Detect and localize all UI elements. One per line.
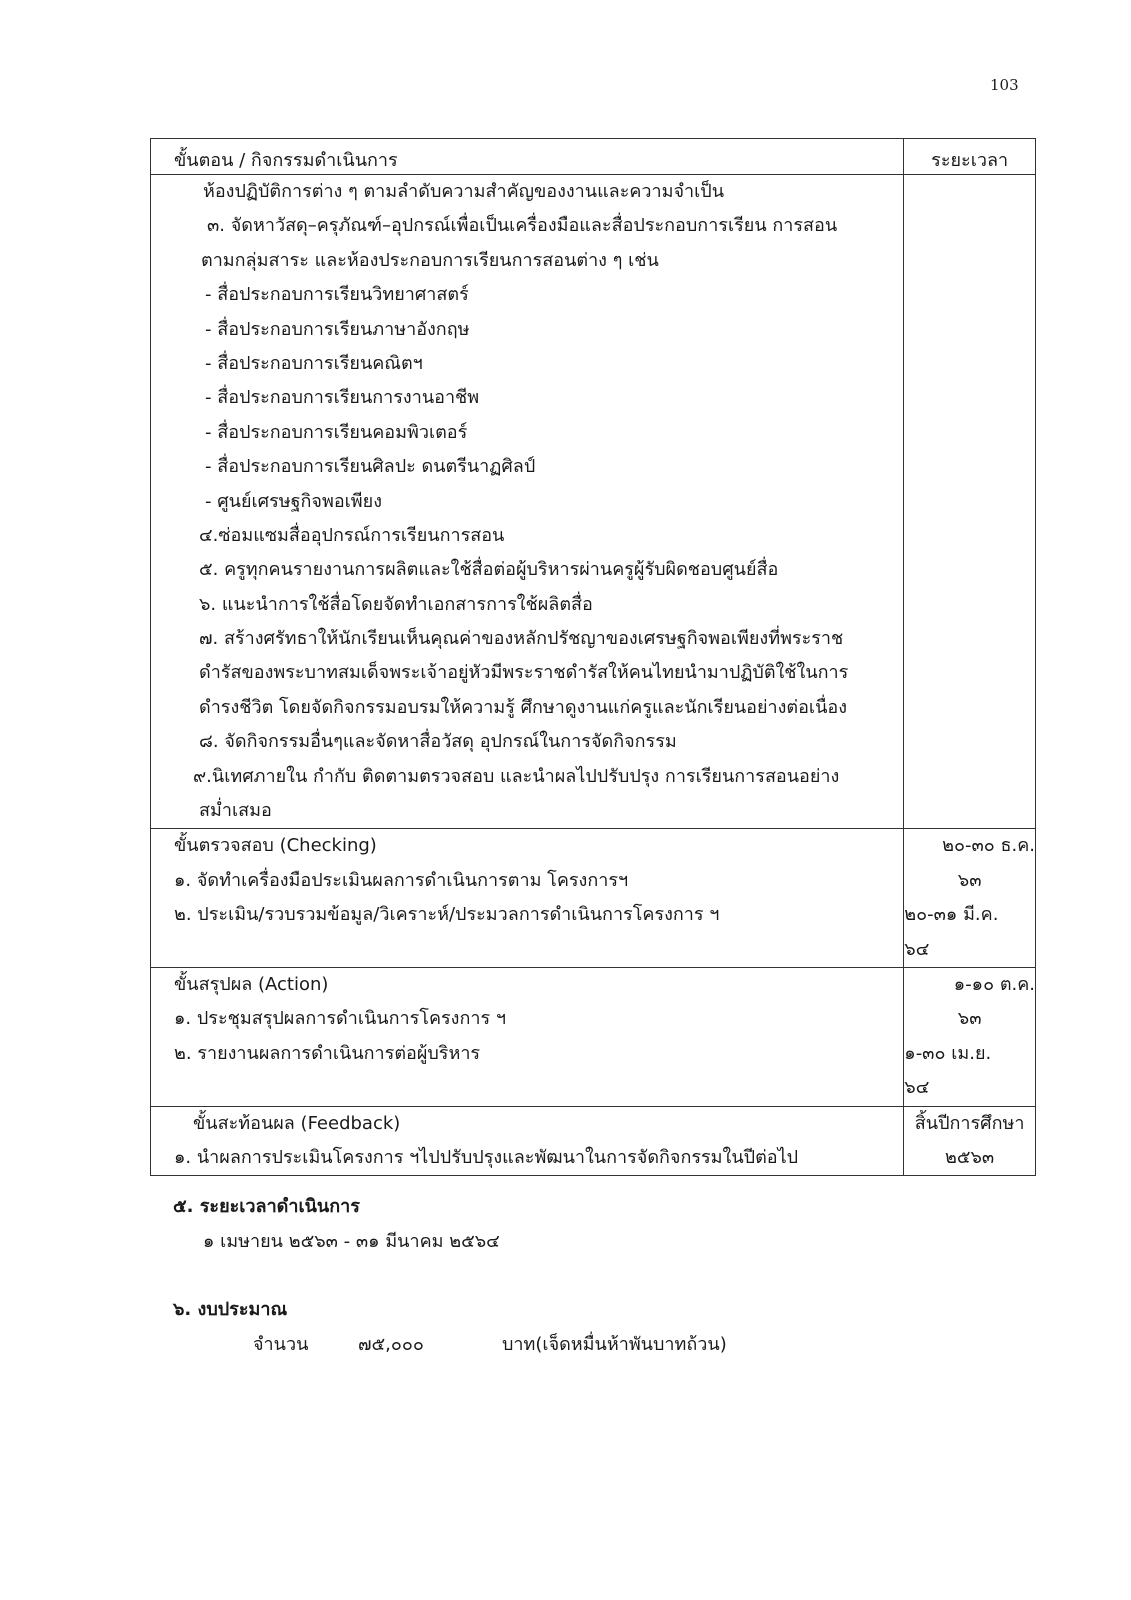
- doing-line: - สื่อประกอบการเรียนภาษาอังกฤษ: [205, 318, 470, 340]
- action-row: [151, 967, 1036, 1106]
- budget-label: จำนวน: [253, 1334, 309, 1355]
- action-item: ๒. รายงานผลการดำเนินการต่อผู้บริหาร: [174, 1042, 481, 1064]
- checking-item: ๑. จัดทำเครื่องมือประเมินผลการดำเนินการตาม โครงการฯ: [174, 869, 629, 891]
- doing-line: ๘. จัดกิจกรรมอื่นๆและจัดหาสื่อวัสดุ อุปกรณ์ในการจัดกิจกรรม: [199, 731, 677, 753]
- header-activity: ขั้นตอน / กิจกรรมดำเนินการ: [151, 139, 904, 175]
- period-line: ๖๔: [904, 1077, 930, 1099]
- feedback-period: [904, 1106, 1036, 1176]
- doing-line: ดำรัสของพระบาทสมเด็จพระเจ้าอยู่หัวมีพระราชดำรัสให้คนไทยนำมาปฏิบัติใช้ในการ: [199, 662, 849, 684]
- doing-line: - สื่อประกอบการเรียนการงานอาชีพ: [205, 387, 480, 409]
- doing-line: - สื่อประกอบการเรียนคณิตฯ: [205, 352, 423, 374]
- doing-line: ๗. สร้างศรัทธาให้นักเรียนเห็นคุณค่าของหลักปรัชญาของเศรษฐกิจพอเพียงที่พระราช: [199, 628, 844, 650]
- doing-line: - สื่อประกอบการเรียนศิลปะ ดนตรีนาฏศิลป์: [205, 456, 536, 478]
- checking-activities: [151, 829, 904, 968]
- doing-line: ๖. แนะนำการใช้สื่อโดยจัดทำเอกสารการใช้ผลิตสื่อ: [199, 593, 593, 615]
- doing-line: ๕. ครูทุกคนรายงานการผลิตและใช้สื่อต่อผู้บริหารผ่านครูผู้รับผิดชอบศูนย์สื่อ: [199, 559, 779, 581]
- doing-line: - ศูนย์เศรษฐกิจพอเพียง: [205, 490, 383, 512]
- period-line: ๖๔: [904, 938, 930, 960]
- doing-line: สม่ำเสมอ: [199, 800, 272, 822]
- action-period: [904, 967, 1036, 1106]
- doing-row: [151, 175, 1036, 829]
- action-item: ๑. ประชุมสรุปผลการดำเนินการโครงการ ฯ: [174, 1008, 506, 1030]
- feedback-row: [151, 1106, 1036, 1176]
- doing-line: ดำรงชีวิต โดยจัดกิจกรรมอบรมให้ความรู้ ศึกษาดูงานแก่ครูและนักเรียนอย่างต่อเนื่อง: [199, 696, 847, 718]
- spacer-line: [151, 1071, 903, 1105]
- doing-line: ตามกลุ่มสาระ และห้องประกอบการเรียนการสอนต่าง ๆ เช่น: [201, 249, 659, 271]
- doing-line: - สื่อประกอบการเรียนคอมพิวเตอร์: [205, 421, 468, 443]
- checking-row: [151, 829, 1036, 968]
- doing-line: ๙.นิเทศภายใน กำกับ ติดตามตรวจสอบ และนำผลไปปรับปรุง การเรียนการสอนอย่าง: [193, 765, 840, 787]
- budget-unit: บาท(เจ็ดหมื่นห้าพันบาทถ้วน): [502, 1334, 727, 1355]
- section6-heading: ๖. งบประมาณ: [173, 1299, 288, 1320]
- budget-amount: ๗๕,๐๐๐: [358, 1334, 424, 1355]
- doing-line: ๓. จัดหาวัสดุ–ครุภัณฑ์–อุปกรณ์เพื่อเป็นเครื่องมือและสื่อประกอบการเรียน การสอน: [207, 215, 838, 237]
- checking-title: ขั้นตรวจสอบ (Checking): [174, 835, 377, 857]
- doing-activities: [151, 175, 904, 829]
- checking-item: ๒. ประเมิน/รวบรวมข้อมูล/วิเคราะห์/ประมวลการดำเนินการโครงการ ฯ: [174, 904, 720, 926]
- period-line: สิ้นปีการศึกษา: [914, 1112, 1025, 1134]
- page-number: 103: [990, 76, 1019, 94]
- activity-table: [150, 138, 1036, 1176]
- action-title: ขั้นสรุปผล (Action): [174, 973, 329, 995]
- section5-period: ๑ เมษายน ๒๕๖๓ - ๓๑ มีนาคม ๒๕๖๔: [203, 1231, 500, 1252]
- table-header-row: [151, 139, 1036, 175]
- checking-period: [904, 829, 1036, 968]
- period-line: ๑-๓๐ เม.ย.: [904, 1042, 992, 1064]
- action-activities: [151, 967, 904, 1106]
- doing-line: ๔.ซ่อมแซมสื่ออุปกรณ์การเรียนการสอน: [199, 524, 505, 546]
- doing-line: - สื่อประกอบการเรียนวิทยาศาสตร์: [205, 284, 469, 306]
- period-line: ๖๓: [957, 869, 982, 891]
- feedback-title: ขั้นสะท้อนผล (Feedback): [193, 1112, 401, 1134]
- doing-period: [904, 175, 1036, 829]
- doing-line: ห้องปฏิบัติการต่าง ๆ ตามลำดับความสำคัญของงานและความจำเป็น: [203, 181, 725, 202]
- period-line: ๒๕๖๓: [945, 1146, 995, 1168]
- header-period: ระยะเวลา: [904, 139, 1036, 175]
- feedback-activities: [151, 1106, 904, 1176]
- section5-heading: ๕. ระยะเวลาดำเนินการ: [173, 1196, 360, 1217]
- period-line: ๒๐-๓๑ มี.ค.: [904, 904, 999, 926]
- period-line: ๖๓: [957, 1008, 982, 1030]
- feedback-item: ๑. นำผลการประเมินโครงการ ฯไปปรับปรุงและพัฒนาในการจัดกิจกรรมในปีต่อไป: [174, 1146, 799, 1168]
- period-line: ๑-๑๐ ต.ค.: [953, 973, 1035, 995]
- period-line: ๒๐-๓๐ ธ.ค.: [942, 835, 1035, 857]
- spacer-line: [151, 933, 903, 967]
